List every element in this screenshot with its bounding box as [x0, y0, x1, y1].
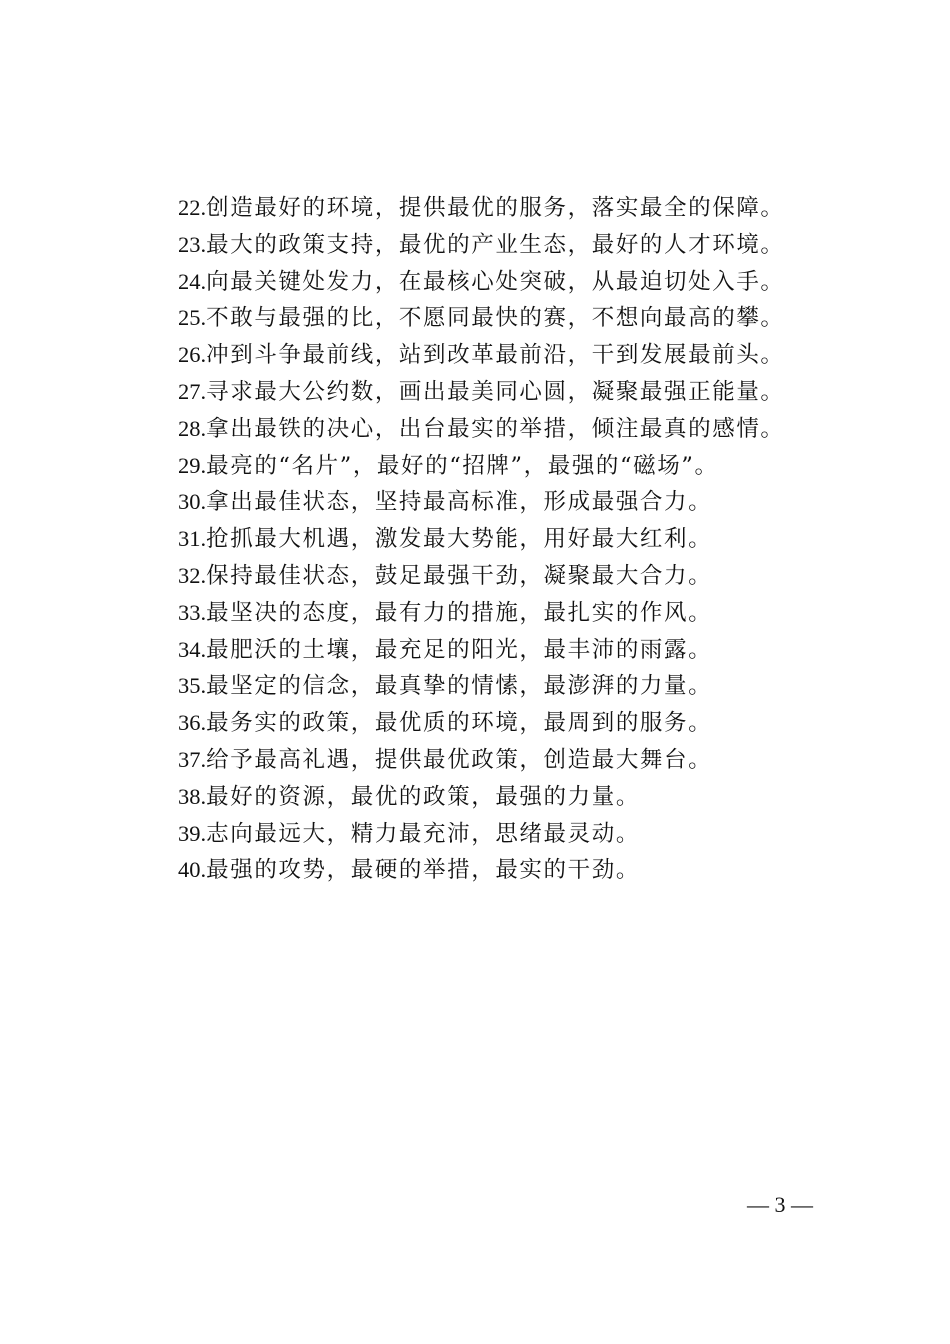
list-item	[178, 632, 858, 669]
item-text: 寻求最大公约数，画出最美同心圆，凝聚最强正能量。	[206, 378, 785, 405]
item-text: 最肥沃的土壤，最充足的阳光，最丰沛的雨露。	[206, 636, 713, 663]
list-item	[178, 264, 858, 301]
item-number: 33.	[178, 599, 207, 625]
item-text: 最坚决的态度，最有力的措施，最扎实的作风。	[206, 599, 713, 626]
item-text: 最务实的政策，最优质的环境，最周到的服务。	[206, 710, 713, 737]
list-item	[178, 852, 858, 889]
list-item	[178, 668, 858, 705]
list-item	[178, 558, 858, 595]
list-item	[178, 411, 858, 448]
item-number: 37.	[178, 746, 207, 772]
item-text: 最坚定的信念，最真挚的情愫，最澎湃的力量。	[206, 673, 713, 700]
list-item	[178, 190, 858, 227]
item-text: 志向最远大，精力最充沛，思绪最灵动。	[206, 820, 640, 847]
item-text: 创造最好的环境，提供最优的服务，落实最全的保障。	[206, 195, 785, 221]
item-text: 给予最高礼遇，提供最优政策，创造最大舞台。	[206, 746, 713, 773]
item-number: 35.	[178, 673, 207, 699]
item-text: 最强的攻势，最硬的举措，最实的干劲。	[206, 857, 640, 884]
list-item	[178, 374, 858, 411]
item-number: 22.	[178, 195, 207, 220]
item-number: 38.	[178, 783, 207, 809]
item-text: 向最关键处发力，在最核心处突破，从最迫切处入手。	[206, 268, 785, 295]
item-number: 36.	[178, 710, 207, 736]
list-item	[178, 705, 858, 742]
list-item	[178, 300, 858, 337]
item-number: 29.	[178, 452, 207, 478]
item-text: 最好的资源，最优的政策，最强的力量。	[206, 783, 640, 810]
list-item	[178, 448, 858, 485]
item-number: 31.	[178, 526, 207, 552]
item-text: 冲到斗争最前线，站到改革最前沿，干到发展最前头。	[206, 342, 785, 369]
list-item	[178, 521, 858, 558]
list-item	[178, 337, 858, 374]
item-number: 25.	[178, 305, 207, 331]
item-number: 27.	[178, 378, 207, 404]
item-text: 不敢与最强的比，不愿同最快的赛，不想向最高的攀。	[206, 305, 785, 332]
list-item	[178, 742, 858, 779]
item-number: 23.	[178, 231, 207, 257]
list-item	[178, 595, 858, 632]
item-number: 26.	[178, 342, 207, 368]
list-item	[178, 816, 858, 853]
item-text: 拿出最佳状态，坚持最高标准，形成最强合力。	[206, 489, 713, 516]
item-number: 30.	[178, 489, 207, 515]
item-number: 40.	[178, 857, 207, 883]
list-item	[178, 227, 858, 264]
item-number: 39.	[178, 820, 207, 846]
numbered-list	[178, 190, 858, 889]
item-number: 28.	[178, 415, 207, 441]
item-number: 34.	[178, 636, 207, 662]
item-number: 32.	[178, 562, 207, 588]
item-number: 24.	[178, 268, 207, 294]
list-item	[178, 779, 858, 816]
item-text: 抢抓最大机遇，激发最大势能，用好最大红利。	[206, 526, 713, 553]
item-text: 最亮的“名片”，最好的“招牌”，最强的“磁场”。	[206, 452, 719, 479]
item-text: 最大的政策支持，最优的产业生态，最好的人才环境。	[206, 231, 785, 258]
item-text: 拿出最铁的决心，出台最实的举措，倾注最真的感情。	[206, 415, 785, 442]
page-number: — 3 —	[747, 1192, 813, 1217]
item-text: 保持最佳状态，鼓足最强干劲，凝聚最大合力。	[206, 562, 713, 589]
list-item	[178, 484, 858, 521]
